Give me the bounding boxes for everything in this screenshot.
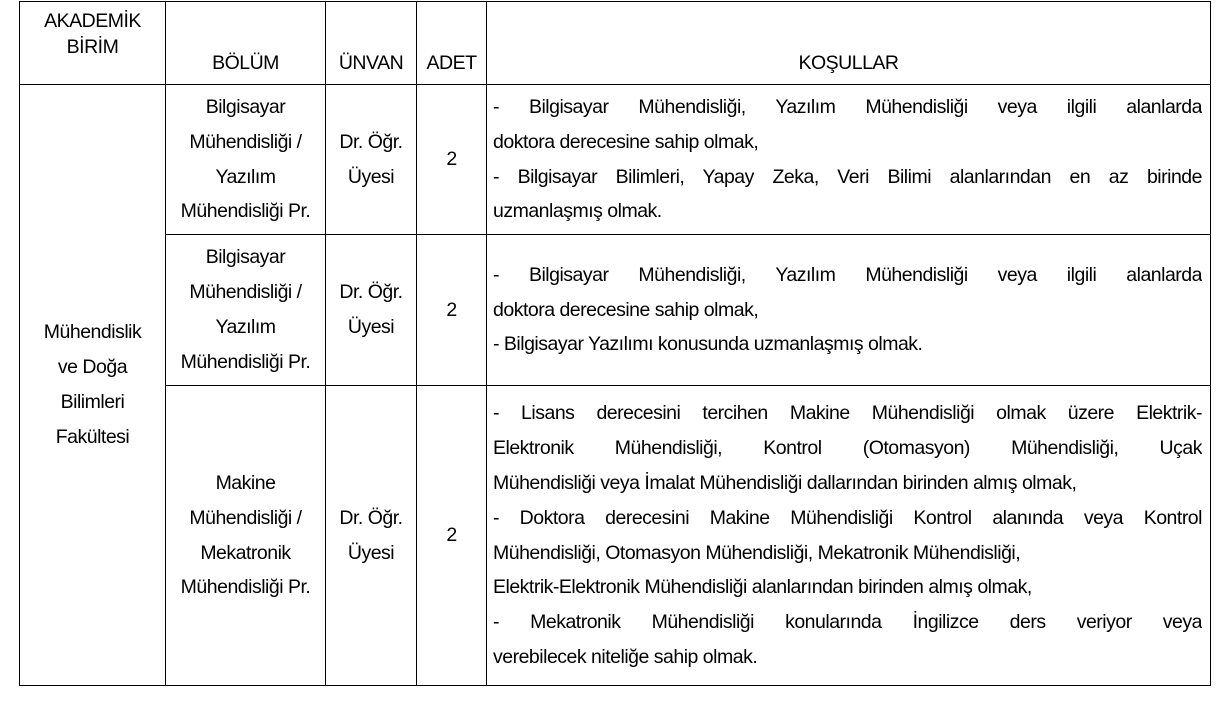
row-3-kosullar — [487, 386, 1211, 686]
row-3-kosul-line-1: - Lisans derecesini tercihen Makine Mühendisliği olmak üzere Elektrik- — [493, 402, 1202, 425]
header-akademik-birim-line-2: BİRİM — [66, 36, 119, 58]
row-1-unvan — [326, 85, 417, 235]
row-3-adet: 2 — [417, 386, 487, 686]
row-2-unvan-line-2: Üyesi — [347, 316, 395, 338]
row-1-bolum-line-3: Yazılım — [215, 165, 276, 188]
faculty-cell — [20, 85, 166, 686]
row-1-unvan-line-1: Dr. Öğr. — [339, 130, 403, 153]
row-2-kosullar — [487, 235, 1211, 386]
row-2-bolum — [166, 235, 326, 386]
row-2-bolum-line-3: Yazılım — [215, 316, 276, 338]
header-bolum: BÖLÜM — [166, 2, 326, 85]
table-row-1 — [20, 85, 1211, 235]
row-2-kosul-line-3: - Bilgisayar Yazılımı konusunda uzmanlaşmış olmak. — [493, 333, 923, 356]
header-akademik-birim — [20, 2, 166, 85]
row-2-bolum-line-4: Mühendisliği Pr. — [180, 350, 311, 373]
faculty-line-3: Bilimleri — [60, 391, 125, 413]
row-1-bolum — [166, 85, 326, 235]
row-3-kosul-line-4: - Doktora derecesini Makine Mühendisliği Kontrol alanında veya Kontrol — [493, 506, 1202, 529]
row-1-adet: 2 — [417, 85, 487, 235]
row-1-kosul-line-1: - Bilgisayar Mühendisliği, Yazılım Mühendisliği veya ilgili alanlarda — [493, 95, 1202, 118]
row-3-kosul-line-7: - Mekatronik Mühendisliği konularında İngilizce ders veriyor veya — [493, 611, 1202, 634]
row-2-bolum-line-2: Mühendisliği / — [189, 281, 302, 304]
row-1-bolum-line-1: Bilgisayar — [205, 95, 286, 118]
faculty-line-4: Fakültesi — [55, 425, 130, 448]
row-3-bolum-line-3: Mekatronik — [200, 541, 291, 564]
header-unvan: ÜNVAN — [326, 2, 417, 85]
row-1-bolum-line-4: Mühendisliği Pr. — [180, 200, 311, 223]
table-row-2 — [20, 235, 1211, 386]
row-3-kosul-line-3: Mühendisliği veya İmalat Mühendisliği dallarından birinden almış olmak, — [493, 471, 1077, 494]
row-3-unvan-line-2: Üyesi — [347, 541, 395, 564]
row-1-bolum-line-2: Mühendisliği / — [189, 130, 302, 153]
row-2-bolum-line-1: Bilgisayar — [205, 246, 286, 269]
row-1-kosul-line-3: - Bilgisayar Bilimleri, Yapay Zeka, Veri Bilimi alanlarından en az birinde — [493, 165, 1202, 188]
row-3-kosul-line-2: Elektronik Mühendisliği, Kontrol (Otomasyon) Mühendisliği, Uçak — [493, 437, 1202, 460]
header-row — [20, 2, 1211, 85]
faculty-line-1: Mühendislik — [43, 321, 142, 344]
row-1-unvan-line-2: Üyesi — [347, 165, 395, 188]
header-kosullar: KOŞULLAR — [487, 2, 1211, 85]
row-2-unvan — [326, 235, 417, 386]
row-1-kosul-line-4: uzmanlaşmış olmak. — [493, 200, 662, 223]
row-3-kosul-line-8: verebilecek niteliğe sahip olmak. — [493, 645, 758, 668]
row-2-adet: 2 — [417, 235, 487, 386]
header-akademik-birim-line-1: AKADEMİK — [44, 10, 141, 32]
row-3-kosul-line-5: Mühendisliği, Otomasyon Mühendisliği, Mekatronik Mühendisliği, — [493, 541, 1021, 564]
row-3-unvan-line-1: Dr. Öğr. — [339, 506, 403, 529]
row-3-bolum-line-2: Mühendisliği / — [189, 506, 302, 529]
row-2-unvan-line-1: Dr. Öğr. — [339, 281, 403, 304]
row-1-kosul-line-2: doktora derecesine sahip olmak, — [493, 130, 759, 153]
table-row-3 — [20, 386, 1211, 686]
row-2-kosul-line-1: - Bilgisayar Mühendisliği, Yazılım Mühendisliği veya ilgili alanlarda — [493, 263, 1202, 286]
row-1-kosullar — [487, 85, 1211, 235]
row-3-unvan — [326, 386, 417, 686]
row-3-bolum-line-4: Mühendisliği Pr. — [180, 576, 311, 599]
row-3-kosul-line-6: Elektrik-Elektronik Mühendisliği alanlarından birinden almış olmak, — [493, 576, 1032, 599]
header-adet: ADET — [417, 2, 487, 85]
row-3-bolum — [166, 386, 326, 686]
row-3-bolum-line-1: Makine — [215, 471, 276, 494]
staff-requirements-table — [19, 1, 1211, 686]
faculty-line-2: ve Doğa — [57, 356, 128, 379]
row-2-kosul-line-2: doktora derecesine sahip olmak, — [493, 298, 759, 321]
